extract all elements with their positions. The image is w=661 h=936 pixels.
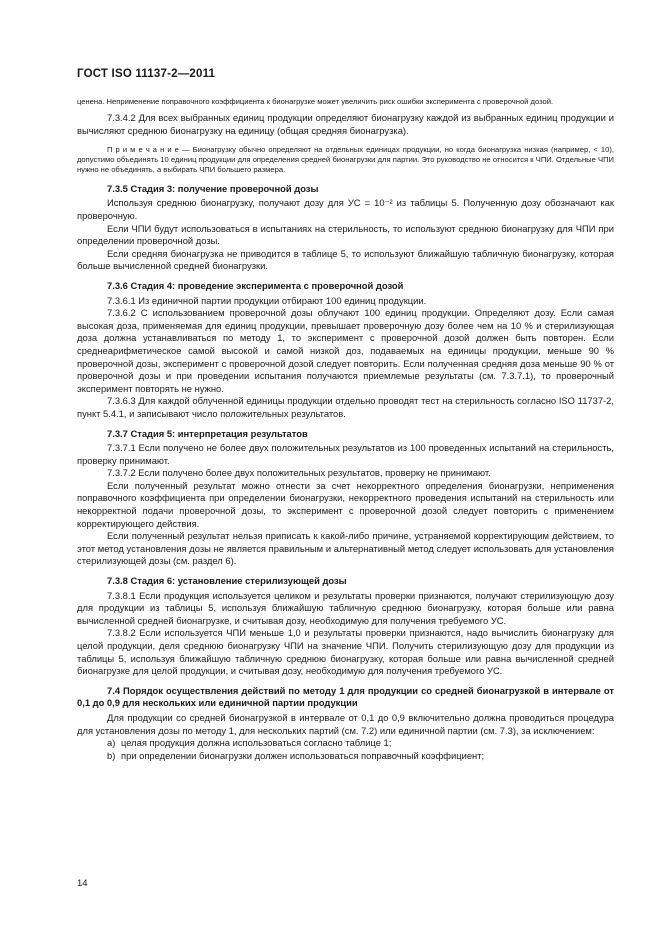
clause-7-3-8-1: 7.3.8.1 Если продукция используется целиком и результаты проверки признаются, получают стерилизующую дозу для продукции из таблицы 5, используя ближайшую табличную среднюю бионагрузку, которая больше или равна вычисленной средней бионагрузке, и считывая дозу, необходимую для получения требуемого УС. xyxy=(77,589,614,626)
list-item-text: при определении бионагрузки должен использоваться поправочный коэффициент; xyxy=(121,749,485,761)
clause-7-3-4-2: 7.3.4.2 Для всех выбранных единиц продукции определяют бионагрузку каждой из выбранных единиц продукции и вычисляют среднюю бионагрузку на единицу (общая средняя бионагрузка). xyxy=(77,112,614,136)
exceptions-list xyxy=(77,737,614,762)
list-item xyxy=(77,737,614,750)
list-item-text: целая продукция должна использоваться согласно таблице 1; xyxy=(121,737,392,749)
clause-7-3-6-2: 7.3.6.2 С использованием проверочной дозы облучают 100 единиц продукции. Определяют дозу. Если самая высокая доза, применяемая для единиц продукции, превышает проверочную дозу более чем на 10 % и стерилизующая доза должна устанавливаться по методу 1, то эксперимент с проверочной дозой должен быть повторен. Если среднеарифметическое самой высокой и самой низкой доз, подаваемых на единицы продукции, меньше 90 % проверочной дозы, эксперимент с проверочной дозой следует повторить. Если полученная средняя доза меньше 90 % от проверочной дозы и при проведении испытания получаются приемлемые результаты (см. 7.3.7.1), то проверочный эксперимент повторять не нужно. xyxy=(77,307,614,394)
document-body xyxy=(77,97,614,762)
note-paragraph: П р и м е ч а н и е — Бионагрузку обычно определяют на отдельных единицах продукции, но когда бионагрузка низкая (например, < 10), допустимо объединять 10 единиц продукции для определения средней бионагрузки для партии. Это руководство не относится к ЧПИ. Отдельные ЧПИ нужно не объединять, а выбирать ЧПИ большего размера. xyxy=(77,144,614,175)
heading-7-3-7: 7.3.7 Стадия 5: интерпретация результатов xyxy=(107,427,308,439)
list-marker: a) xyxy=(107,737,116,749)
paragraph-nearest-bioburden: Если средняя бионагрузка не приводится в таблице 5, то используют ближайшую табличную бионагрузку, которая больше вычисленной средней бионагрузки. xyxy=(77,247,614,272)
paragraph-corrective-action: Если полученный результат можно отнести за счет некорректного определения бионагрузки, неприменения поправочного коэффициента при определении бионагрузки, некорректного проведения испытаний на стерильность или некорректной подачи проверочной дозы, то эксперимент с проверочной дозой следует повторить с применением корректирующего действия. xyxy=(77,479,614,529)
heading-7-3-6: 7.3.6 Стадия 4: проведение эксперимента с проверочной дозой xyxy=(107,279,404,291)
paragraph-continuation: ценена. Неприменение поправочного коэффициента к бионагрузке может увеличить риск ошибки эксперимента с проверочной дозой. xyxy=(77,97,554,106)
paragraph-alternative-method: Если полученный результат нельзя приписать к какой-либо причине, устраняемой корректирующим действием, то этот метод установления дозы не является правильным и альтернативный метод следует использовать для установления стерилизующей дозы (см. раздел 6). xyxy=(77,530,614,567)
clause-7-3-6-3: 7.3.6.3 Для каждой облученной единицы продукции отдельно проводят тест на стерильность согласно ISO 11737-2, пункт 5.4.1, и записывают число положительных результатов. xyxy=(77,395,614,419)
paragraph-test-dose: Используя среднюю бионагрузку, получают дозу для УС = 10⁻² из таблицы 5. Полученную дозу обозначают как проверочную. xyxy=(77,197,614,221)
paragraph-7-4-intro: Для продукции со средней бионагрузкой в интервале от 0,1 до 0,9 включительно должна проводиться процедура для установления дозы по методу 1, для нескольких партий (см. 7.2) или единичной партии (см. 7.3), за исключением: xyxy=(77,711,614,736)
heading-7-3-8: 7.3.8 Стадия 6: установление стерилизующей дозы xyxy=(107,575,347,587)
page-number: 14 xyxy=(77,878,88,889)
clause-7-3-7-1: 7.3.7.1 Если получено не более двух положительных результатов из 100 проведенных испытаний на стерильность, проверку принимают. xyxy=(77,442,614,466)
clause-7-3-6-1: 7.3.6.1 Из единичной партии продукции отбирают 100 единиц продукции. xyxy=(107,294,427,306)
heading-7-3-5: 7.3.5 Стадия 3: получение проверочной дозы xyxy=(107,182,319,194)
list-item xyxy=(77,750,614,763)
paragraph-spi-test-dose: Если ЧПИ будут использоваться в испытаниях на стерильность, то используют среднюю бионагрузку для ЧПИ при определении проверочной дозы. xyxy=(77,222,614,247)
heading-7-4: 7.4 Порядок осуществления действий по методу 1 для продукции со средней бионагрузкой в интервале от 0,1 до 0,9 для нескольких или единичной партии продукции xyxy=(77,684,614,709)
clause-7-3-7-2: 7.3.7.2 Если получено более двух положительных результатов, проверку не принимают. xyxy=(107,467,491,479)
document-header: ГОСТ ISO 11137-2—2011 xyxy=(77,68,216,80)
list-marker: b) xyxy=(107,749,116,761)
clause-7-3-8-2: 7.3.8.2 Если используется ЧПИ меньше 1,0 и результаты проверки признаются, надо вычислить бионагрузку для целой продукции, деля среднюю бионагрузку ЧПИ на значение ЧПИ. Получить стерилизующую дозу для продукции из таблицы 5, используя ближайшую табличную среднюю бионагрузку, которая больше или равна вычисленной средней бионагрузке для целой продукции, и считывая дозу, необходимую для получения требуемого УС. xyxy=(77,627,614,677)
